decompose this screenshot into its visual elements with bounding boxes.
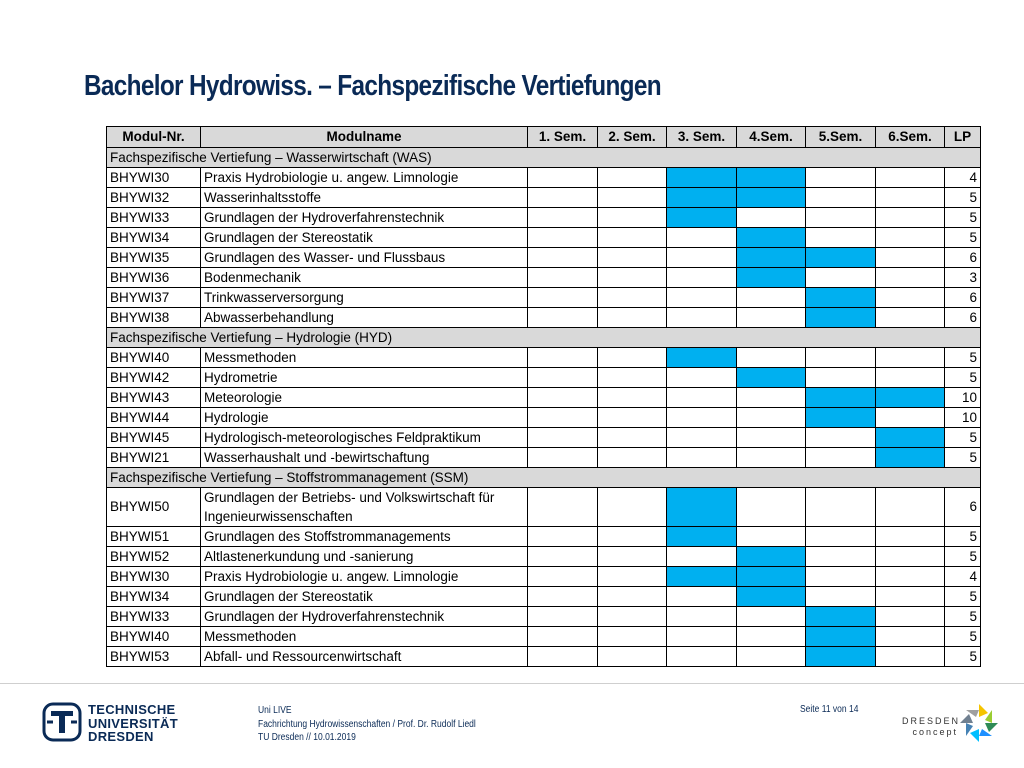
tu-dresden-logo	[42, 702, 184, 746]
semester-5-cell	[806, 607, 876, 627]
semester-6-cell	[876, 567, 945, 587]
semester-1-cell	[528, 448, 598, 468]
semester-2-cell	[598, 448, 667, 468]
semester-3-cell	[667, 348, 737, 368]
header-sem-6: 6.Sem.	[876, 127, 945, 148]
credit-points: 6	[945, 288, 981, 308]
semester-5-cell	[806, 368, 876, 388]
table-row	[107, 188, 981, 208]
credit-points: 5	[945, 527, 981, 547]
module-number: BHYWI34	[107, 228, 201, 248]
header-sem-5: 5.Sem.	[806, 127, 876, 148]
credit-points: 5	[945, 547, 981, 567]
semester-2-cell	[598, 228, 667, 248]
semester-1-cell	[528, 368, 598, 388]
semester-5-cell	[806, 428, 876, 448]
semester-4-cell	[737, 488, 806, 527]
module-name: Bodenmechanik	[201, 268, 528, 288]
table-row	[107, 368, 981, 388]
semester-2-cell	[598, 308, 667, 328]
semester-1-cell	[528, 168, 598, 188]
module-name: Hydrologie	[201, 408, 528, 428]
header-sem-1: 1. Sem.	[528, 127, 598, 148]
table-row	[107, 448, 981, 468]
semester-4-cell	[737, 308, 806, 328]
semester-4-cell	[737, 448, 806, 468]
semester-3-cell	[667, 627, 737, 647]
semester-5-cell	[806, 208, 876, 228]
semester-4-cell	[737, 547, 806, 567]
credit-points: 5	[945, 188, 981, 208]
semester-1-cell	[528, 627, 598, 647]
university-name	[88, 703, 178, 744]
footer-department: Fachrichtung Hydrowissenschaften / Prof. Dr. Rudolf Liedl	[258, 718, 476, 730]
semester-2-cell	[598, 408, 667, 428]
semester-2-cell	[598, 348, 667, 368]
module-number: BHYWI45	[107, 428, 201, 448]
semester-3-cell	[667, 428, 737, 448]
module-number: BHYWI40	[107, 627, 201, 647]
credit-points: 5	[945, 448, 981, 468]
university-line-3: DRESDEN	[88, 729, 154, 744]
semester-4-cell	[737, 627, 806, 647]
semester-3-cell	[667, 408, 737, 428]
section-title: Fachspezifische Vertiefung – Stoffstrommanagement (SSM)	[107, 468, 981, 488]
semester-3-cell	[667, 228, 737, 248]
semester-1-cell	[528, 228, 598, 248]
module-number: BHYWI42	[107, 368, 201, 388]
module-name: Abwasserbehandlung	[201, 308, 528, 328]
semester-2-cell	[598, 248, 667, 268]
semester-3-cell	[667, 647, 737, 667]
table-row	[107, 488, 981, 527]
semester-4-cell	[737, 527, 806, 547]
module-name: Trinkwasserversorgung	[201, 288, 528, 308]
semester-3-cell	[667, 547, 737, 567]
semester-5-cell	[806, 408, 876, 428]
semester-2-cell	[598, 488, 667, 527]
semester-3-cell	[667, 288, 737, 308]
module-name: Grundlagen der Stereostatik	[201, 587, 528, 607]
module-number: BHYWI37	[107, 288, 201, 308]
semester-6-cell	[876, 547, 945, 567]
semester-5-cell	[806, 627, 876, 647]
semester-5-cell	[806, 647, 876, 667]
table-row	[107, 547, 981, 567]
module-number: BHYWI44	[107, 408, 201, 428]
semester-6-cell	[876, 208, 945, 228]
semester-2-cell	[598, 547, 667, 567]
credit-points: 4	[945, 168, 981, 188]
credit-points: 5	[945, 607, 981, 627]
semester-3-cell	[667, 368, 737, 388]
semester-6-cell	[876, 607, 945, 627]
header-sem-4: 4.Sem.	[737, 127, 806, 148]
module-name: Hydrometrie	[201, 368, 528, 388]
semester-2-cell	[598, 607, 667, 627]
semester-4-cell	[737, 647, 806, 667]
section-title: Fachspezifische Vertiefung – Hydrologie (HYD)	[107, 328, 981, 348]
module-number: BHYWI21	[107, 448, 201, 468]
module-name: Grundlagen der Hydroverfahrenstechnik	[201, 208, 528, 228]
module-name: Grundlagen der Hydroverfahrenstechnik	[201, 607, 528, 627]
section-row	[107, 148, 981, 168]
semester-5-cell	[806, 288, 876, 308]
footer-date: TU Dresden // 10.01.2019	[258, 732, 356, 743]
module-number: BHYWI30	[107, 168, 201, 188]
semester-4-cell	[737, 248, 806, 268]
semester-1-cell	[528, 208, 598, 228]
semester-1-cell	[528, 428, 598, 448]
credit-points: 5	[945, 428, 981, 448]
module-number: BHYWI35	[107, 248, 201, 268]
semester-6-cell	[876, 408, 945, 428]
semester-5-cell	[806, 188, 876, 208]
table-row	[107, 428, 981, 448]
semester-3-cell	[667, 587, 737, 607]
module-name: Grundlagen der Betriebs- und Volkswirtschaft für Ingenieurwissenschaften	[201, 488, 528, 527]
module-number: BHYWI34	[107, 587, 201, 607]
semester-3-cell	[667, 188, 737, 208]
semester-1-cell	[528, 248, 598, 268]
semester-5-cell	[806, 228, 876, 248]
semester-5-cell	[806, 547, 876, 567]
semester-2-cell	[598, 288, 667, 308]
module-number: BHYWI43	[107, 388, 201, 408]
credit-points: 6	[945, 248, 981, 268]
table-row	[107, 268, 981, 288]
semester-3-cell	[667, 607, 737, 627]
semester-4-cell	[737, 268, 806, 288]
table-row	[107, 408, 981, 428]
semester-3-cell	[667, 567, 737, 587]
credit-points: 5	[945, 208, 981, 228]
semester-4-cell	[737, 567, 806, 587]
table-row	[107, 627, 981, 647]
semester-4-cell	[737, 188, 806, 208]
semester-6-cell	[876, 428, 945, 448]
semester-4-cell	[737, 368, 806, 388]
semester-2-cell	[598, 168, 667, 188]
table-row	[107, 248, 981, 268]
semester-6-cell	[876, 268, 945, 288]
header-modul-nr: Modul-Nr.	[107, 127, 201, 148]
semester-2-cell	[598, 587, 667, 607]
table-row	[107, 647, 981, 667]
module-name: Praxis Hydrobiologie u. angew. Limnologie	[201, 168, 528, 188]
table-row	[107, 288, 981, 308]
semester-4-cell	[737, 428, 806, 448]
module-name: Meteorologie	[201, 388, 528, 408]
module-name: Messmethoden	[201, 627, 528, 647]
table-row	[107, 208, 981, 228]
table-row	[107, 348, 981, 368]
table-row	[107, 388, 981, 408]
footer-info	[258, 704, 476, 745]
semester-3-cell	[667, 168, 737, 188]
semester-2-cell	[598, 208, 667, 228]
semester-1-cell	[528, 308, 598, 328]
semester-4-cell	[737, 348, 806, 368]
semester-3-cell	[667, 388, 737, 408]
semester-1-cell	[528, 587, 598, 607]
semester-1-cell	[528, 607, 598, 627]
header-sem-3: 3. Sem.	[667, 127, 737, 148]
semester-4-cell	[737, 228, 806, 248]
semester-6-cell	[876, 248, 945, 268]
semester-6-cell	[876, 627, 945, 647]
semester-5-cell	[806, 268, 876, 288]
semester-5-cell	[806, 308, 876, 328]
module-number: BHYWI50	[107, 488, 201, 527]
semester-6-cell	[876, 168, 945, 188]
header-modulname: Modulname	[201, 127, 528, 148]
semester-1-cell	[528, 488, 598, 527]
module-number: BHYWI52	[107, 547, 201, 567]
semester-5-cell	[806, 587, 876, 607]
tu-dresden-emblem-icon	[42, 702, 82, 742]
table-row	[107, 527, 981, 547]
semester-3-cell	[667, 248, 737, 268]
semester-5-cell	[806, 388, 876, 408]
semester-2-cell	[598, 368, 667, 388]
section-row	[107, 328, 981, 348]
table-row	[107, 587, 981, 607]
module-table	[106, 126, 981, 667]
semester-5-cell	[806, 527, 876, 547]
page-number: Seite 11 von 14	[800, 704, 859, 715]
page-title: Bachelor Hydrowiss. – Fachspezifische Vertiefungen	[84, 70, 661, 102]
dresden-concept-emblem-icon	[958, 702, 1000, 744]
dresden-concept-text	[902, 716, 961, 738]
semester-2-cell	[598, 268, 667, 288]
module-number: BHYWI51	[107, 527, 201, 547]
semester-2-cell	[598, 567, 667, 587]
module-number: BHYWI36	[107, 268, 201, 288]
credit-points: 3	[945, 268, 981, 288]
semester-3-cell	[667, 268, 737, 288]
semester-3-cell	[667, 488, 737, 527]
module-name: Praxis Hydrobiologie u. angew. Limnologie	[201, 567, 528, 587]
credit-points: 5	[945, 348, 981, 368]
module-name: Abfall- und Ressourcenwirtschaft	[201, 647, 528, 667]
semester-1-cell	[528, 288, 598, 308]
semester-1-cell	[528, 188, 598, 208]
semester-5-cell	[806, 348, 876, 368]
semester-6-cell	[876, 647, 945, 667]
semester-1-cell	[528, 388, 598, 408]
semester-2-cell	[598, 188, 667, 208]
semester-1-cell	[528, 348, 598, 368]
semester-2-cell	[598, 647, 667, 667]
dresden-concept-logo	[902, 700, 1002, 750]
semester-4-cell	[737, 607, 806, 627]
module-number: BHYWI53	[107, 647, 201, 667]
module-name: Grundlagen des Stoffstrommanagements	[201, 527, 528, 547]
module-number: BHYWI38	[107, 308, 201, 328]
table-header-row	[107, 127, 981, 148]
table-row	[107, 567, 981, 587]
semester-6-cell	[876, 368, 945, 388]
semester-4-cell	[737, 288, 806, 308]
semester-6-cell	[876, 308, 945, 328]
semester-5-cell	[806, 248, 876, 268]
credit-points: 5	[945, 587, 981, 607]
semester-1-cell	[528, 647, 598, 667]
module-number: BHYWI33	[107, 208, 201, 228]
module-number: BHYWI33	[107, 607, 201, 627]
credit-points: 5	[945, 228, 981, 248]
semester-6-cell	[876, 527, 945, 547]
semester-4-cell	[737, 587, 806, 607]
semester-2-cell	[598, 428, 667, 448]
semester-6-cell	[876, 188, 945, 208]
table-row	[107, 607, 981, 627]
module-name: Grundlagen des Wasser- und Flussbaus	[201, 248, 528, 268]
semester-5-cell	[806, 168, 876, 188]
semester-2-cell	[598, 388, 667, 408]
section-row	[107, 468, 981, 488]
semester-6-cell	[876, 587, 945, 607]
module-name: Wasserhaushalt und -bewirtschaftung	[201, 448, 528, 468]
section-title: Fachspezifische Vertiefung – Wasserwirtschaft (WAS)	[107, 148, 981, 168]
module-number: BHYWI30	[107, 567, 201, 587]
semester-4-cell	[737, 208, 806, 228]
footer-event: Uni LIVE	[258, 705, 292, 716]
semester-3-cell	[667, 308, 737, 328]
semester-2-cell	[598, 627, 667, 647]
header-sem-2: 2. Sem.	[598, 127, 667, 148]
credit-points: 6	[945, 308, 981, 328]
semester-1-cell	[528, 408, 598, 428]
semester-5-cell	[806, 567, 876, 587]
semester-6-cell	[876, 488, 945, 527]
table-row	[107, 228, 981, 248]
concept-line-1: DRESDEN	[902, 716, 961, 726]
footer-divider	[0, 683, 1024, 684]
university-line-2: UNIVERSITÄT	[88, 715, 178, 731]
concept-line-2: concept	[912, 727, 958, 737]
semester-3-cell	[667, 527, 737, 547]
credit-points: 5	[945, 627, 981, 647]
module-name: Altlastenerkundung und -sanierung	[201, 547, 528, 567]
module-name: Grundlagen der Stereostatik	[201, 228, 528, 248]
module-number: BHYWI40	[107, 348, 201, 368]
semester-5-cell	[806, 488, 876, 527]
credit-points: 4	[945, 567, 981, 587]
semester-6-cell	[876, 388, 945, 408]
header-lp: LP	[945, 127, 981, 148]
semester-6-cell	[876, 448, 945, 468]
university-line-1: TECHNISCHE	[88, 702, 176, 717]
table-row	[107, 168, 981, 188]
credit-points: 10	[945, 388, 981, 408]
semester-3-cell	[667, 208, 737, 228]
credit-points: 5	[945, 368, 981, 388]
semester-2-cell	[598, 527, 667, 547]
semester-1-cell	[528, 567, 598, 587]
module-name: Wasserinhaltsstoffe	[201, 188, 528, 208]
semester-1-cell	[528, 527, 598, 547]
semester-6-cell	[876, 348, 945, 368]
module-name: Hydrologisch-meteorologisches Feldpraktikum	[201, 428, 528, 448]
semester-4-cell	[737, 388, 806, 408]
semester-6-cell	[876, 228, 945, 248]
table-body	[107, 148, 981, 667]
semester-4-cell	[737, 408, 806, 428]
credit-points: 6	[945, 488, 981, 527]
semester-4-cell	[737, 168, 806, 188]
table-row	[107, 308, 981, 328]
credit-points: 10	[945, 408, 981, 428]
module-name: Messmethoden	[201, 348, 528, 368]
semester-6-cell	[876, 288, 945, 308]
semester-1-cell	[528, 268, 598, 288]
semester-1-cell	[528, 547, 598, 567]
module-number: BHYWI32	[107, 188, 201, 208]
semester-3-cell	[667, 448, 737, 468]
semester-5-cell	[806, 448, 876, 468]
credit-points: 5	[945, 647, 981, 667]
